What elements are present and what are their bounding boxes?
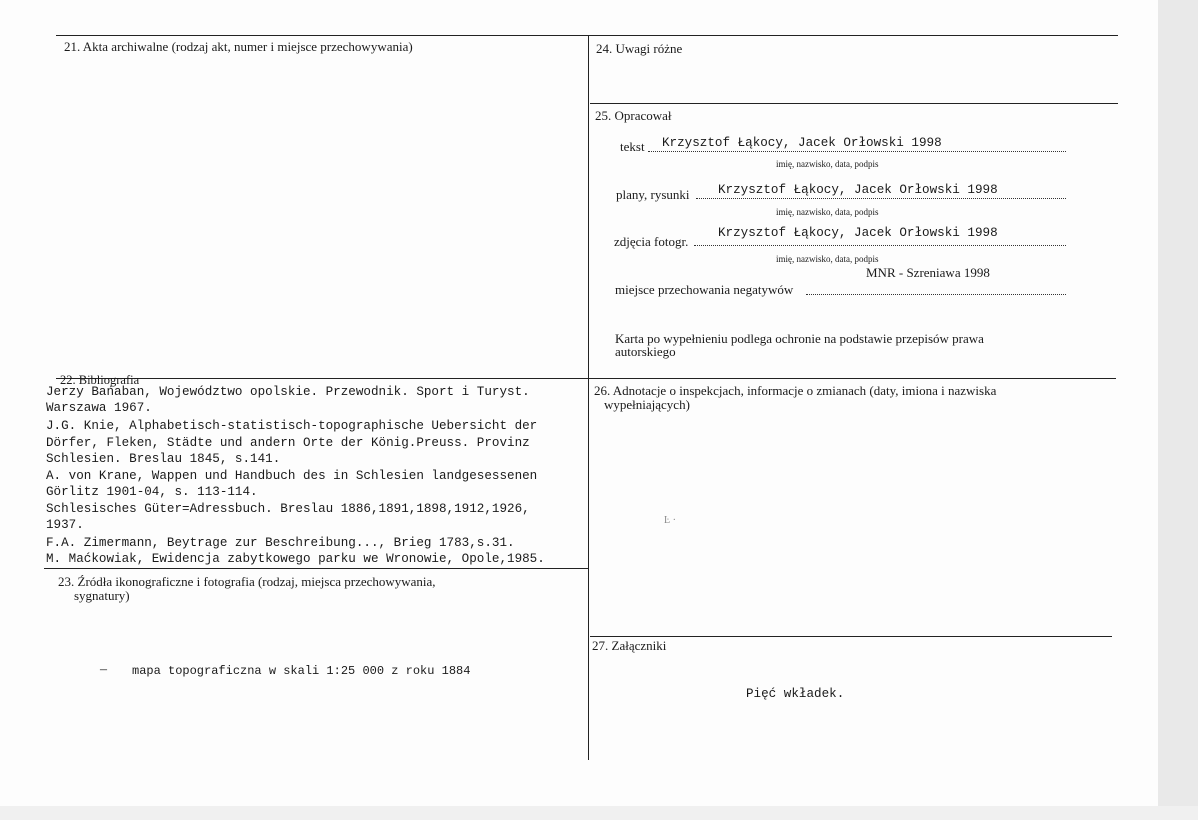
tekst-hint: imię, nazwisko, data, podpis xyxy=(776,159,879,169)
bibliography-line-5: Schlesien. Breslau 1845, s.141. xyxy=(46,452,281,466)
middle-rule xyxy=(56,378,1116,379)
negatywy-label: miejsce przechowania negatywów xyxy=(615,282,794,297)
scan-edge-bottom xyxy=(0,806,1198,820)
zdjecia-dotted-line xyxy=(694,245,1066,246)
bibliography-line-11: M. Maćkowiak, Ewidencja zabytkowego parku we Wronowie, Opole,1985. xyxy=(46,552,545,566)
iconography-item: mapa topograficzna w skali 1:25 000 z roku 1884 xyxy=(132,664,471,678)
section-26-title-line2: wypełniających) xyxy=(604,397,690,412)
plany-hint: imię, nazwisko, data, podpis xyxy=(776,207,879,217)
tekst-value: Krzysztof Łąkocy, Jacek Orłowski 1998 xyxy=(662,136,942,150)
bibliography-line-4: Dörfer, Fleken, Städte und andern Orte der König.Preuss. Provinz xyxy=(46,436,530,450)
tekst-label: tekst xyxy=(620,139,645,154)
scan-edge xyxy=(1158,0,1198,820)
bibliography-line-2: Warszawa 1967. xyxy=(46,401,152,415)
section-24-title: 24. Uwagi różne xyxy=(596,41,683,56)
bibliography-line-8: Schlesisches Güter=Adressbuch. Breslau 1886,1891,1898,1912,1926, xyxy=(46,502,530,516)
negatywy-dotted-line xyxy=(806,294,1066,295)
rule-24-25 xyxy=(590,103,1118,104)
bibliography-line-6: A. von Krane, Wappen und Handbuch des in Schlesien landgesessenen xyxy=(46,469,538,483)
rule-22-23 xyxy=(44,568,588,569)
bibliography-line-9: 1937. xyxy=(46,518,84,532)
section-23-title-line2: sygnatury) xyxy=(74,588,130,603)
bibliography-line-1: Jerzy Bańaban, Województwo opolskie. Przewodnik. Sport i Turyst. xyxy=(46,385,530,399)
copyright-note-line2: autorskiego xyxy=(615,344,676,359)
section-23-title-line1: 23. Źródła ikonograficzne i fotografia (rodzaj, miejsca przechowywania, xyxy=(58,574,436,589)
section-25-title: 25. Opracował xyxy=(595,108,672,123)
attachments-content: Pięć wkładek. xyxy=(746,687,845,701)
section-21-title: 21. Akta archiwalne (rodzaj akt, numer i miejsce przechowywania) xyxy=(64,39,413,54)
zdjecia-hint: imię, nazwisko, data, podpis xyxy=(776,254,879,264)
section-27-title: 27. Załączniki xyxy=(592,638,667,653)
bibliography-line-3: J.G. Knie, Alphabetisch-statistisch-topographische Uebersicht der xyxy=(46,419,538,433)
zdjecia-label: zdjęcia fotogr. xyxy=(614,234,689,249)
section-26-title-line1: 26. Adnotacje o inspekcjach, informacje o zmianach (daty, imiona i nazwiska xyxy=(594,383,997,398)
tekst-dotted-line xyxy=(648,151,1066,152)
center-divider xyxy=(588,35,589,760)
list-dash: – xyxy=(100,662,107,677)
plany-value: Krzysztof Łąkocy, Jacek Orłowski 1998 xyxy=(718,183,998,197)
plany-label: plany, rysunki xyxy=(616,187,690,202)
rule-26-27 xyxy=(590,636,1112,637)
stray-mark: Ŀ · xyxy=(664,515,676,526)
negatywy-value: MNR - Szreniawa 1998 xyxy=(866,265,990,280)
top-rule xyxy=(56,35,1118,36)
bibliography-line-10: F.A. Zimermann, Beytrage zur Beschreibung..., Brieg 1783,s.31. xyxy=(46,536,515,550)
bibliography-line-7: Görlitz 1901-04, s. 113-114. xyxy=(46,485,258,499)
plany-dotted-line xyxy=(696,198,1066,199)
copyright-note-line1: Karta po wypełnieniu podlega ochronie na podstawie przepisów prawa xyxy=(615,331,984,346)
section-22-title: 22. Bibliografia xyxy=(60,373,140,387)
zdjecia-value: Krzysztof Łąkocy, Jacek Orłowski 1998 xyxy=(718,226,998,240)
